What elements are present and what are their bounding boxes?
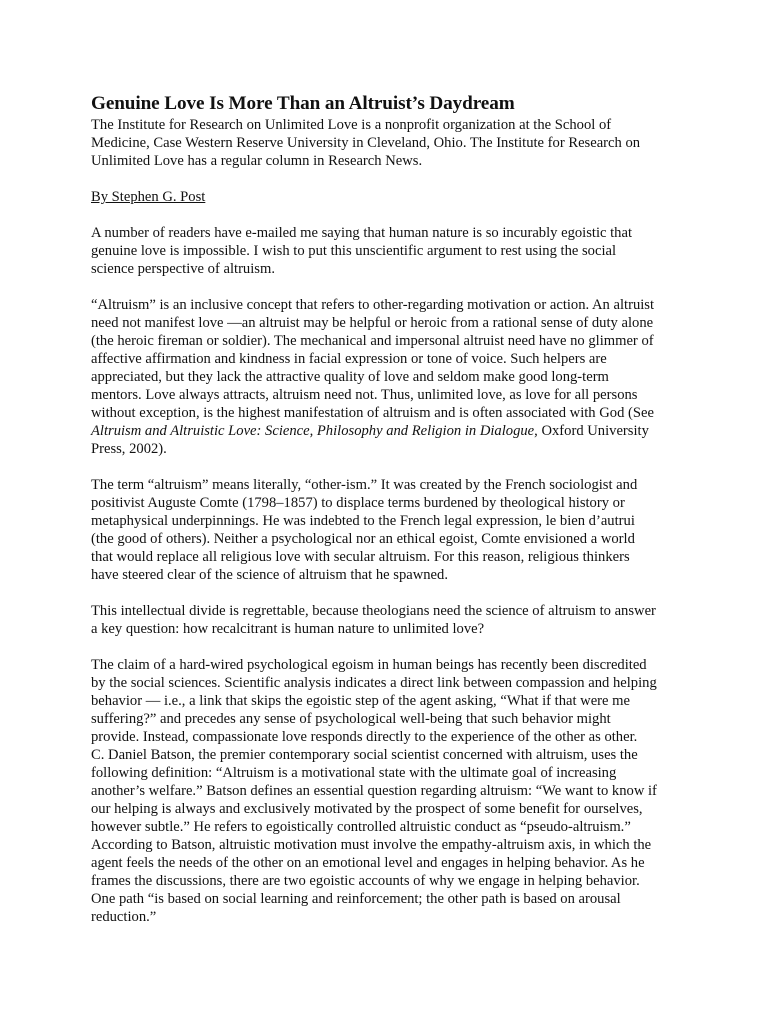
text-line: science perspective of altruism. <box>91 261 275 277</box>
article-title: Genuine Love Is More Than an Altruist’s Daydream <box>91 93 515 114</box>
text-line: suffering?” and precedes any sense of psychological well-being that such behavior might <box>91 711 611 727</box>
intro-line: Medicine, Case Western Reserve University in Cleveland, Ohio. The Institute for Research on <box>91 135 641 151</box>
text-line-with-book-title <box>91 422 681 440</box>
text-line: provide. Instead, compassionate love responds directly to the experience of the other as other. <box>91 729 638 745</box>
document-page <box>91 92 681 944</box>
intro-line: The Institute for Research on Unlimited Love is a nonprofit organization at the School of <box>91 117 612 133</box>
text-line: genuine love is impossible. I wish to put this unscientific argument to rest using the social <box>91 243 617 259</box>
intro-paragraph <box>91 116 681 170</box>
text-line: affective affirmation and kindness in facial expression or tone of voice. Such helpers are <box>91 351 607 367</box>
book-title: Altruism and Altruistic Love: Science, Philosophy and Religion in Dialogue <box>91 423 535 439</box>
text-line: a key question: how recalcitrant is human nature to unlimited love? <box>91 621 485 637</box>
text-line: our helping is always and exclusively motivated by the prospect of some benefit for ourselves, <box>91 801 643 817</box>
text-line: A number of readers have e-mailed me saying that human nature is so incurably egoistic that <box>91 225 633 241</box>
text-line: without exception, is the highest manifestation of altruism and is often associated with God (See <box>91 405 654 421</box>
text-line: behavior — i.e., a link that skips the egoistic step of the agent asking, “What if that were me <box>91 693 630 709</box>
text-line: (the heroic fireman or soldier). The mechanical and impersonal altruist need have no glimmer of <box>91 333 654 349</box>
paragraph-3 <box>91 476 681 584</box>
text-line: however subtle.” He refers to egoistically controlled altruistic conduct as “pseudo-altruism.” <box>91 819 631 835</box>
text-line: have steered clear of the science of altruism that he spawned. <box>91 567 448 583</box>
text-line: metaphysical underpinnings. He was indebted to the French legal expression, le bien d’autrui <box>91 513 635 529</box>
text-line: According to Batson, altruistic motivation must involve the empathy-altruism axis, in which the <box>91 837 652 853</box>
publisher-text: , Oxford University <box>534 423 649 439</box>
text-line: mentors. Love always attracts, altruism need not. Thus, unlimited love, as love for all persons <box>91 387 638 403</box>
intro-line: Unlimited Love has a regular column in Research News. <box>91 153 423 169</box>
text-line: The claim of a hard-wired psychological egoism in human beings has recently been discredited <box>91 657 647 673</box>
text-line: another’s welfare.” Batson defines an essential question regarding altruism: “We want to know if <box>91 783 657 799</box>
text-line: following definition: “Altruism is a motivational state with the ultimate goal of increasing <box>91 765 617 781</box>
paragraph-4 <box>91 602 681 638</box>
author-byline: By Stephen G. Post <box>91 189 206 205</box>
text-line: by the social sciences. Scientific analysis indicates a direct link between compassion and helping <box>91 675 657 691</box>
text-line: reduction.” <box>91 909 157 925</box>
text-line: that would replace all religious love with secular altruism. For this reason, religious thinkers <box>91 549 630 565</box>
text-line: need not manifest love —an altruist may be helpful or heroic from a rational sense of duty alone <box>91 315 654 331</box>
text-line: appreciated, but they lack the attractive quality of love and seldom make good long-term <box>91 369 609 385</box>
text-line: C. Daniel Batson, the premier contemporary social scientist concerned with altruism, uses the <box>91 747 638 763</box>
text-line: Press, 2002). <box>91 441 167 457</box>
text-line: One path “is based on social learning and reinforcement; the other path is based on arousal <box>91 891 621 907</box>
text-line: “Altruism” is an inclusive concept that refers to other-regarding motivation or action. An altruist <box>91 297 655 313</box>
text-line: agent feels the needs of the other on an emotional level and engages in helping behavior. As he <box>91 855 645 871</box>
text-line: (the good of others). Neither a psychological nor an ethical egoist, Comte envisioned a world <box>91 531 635 547</box>
paragraph-1 <box>91 224 681 278</box>
text-line: This intellectual divide is regrettable, because theologians need the science of altruism to answer <box>91 603 656 619</box>
paragraph-2 <box>91 296 681 458</box>
text-line: frames the discussions, there are two egoistic accounts of why we engage in helping behavior. <box>91 873 640 889</box>
text-line: positivist Auguste Comte (1798–1857) to displace terms burdened by theological history or <box>91 495 625 511</box>
paragraph-5 <box>91 656 681 926</box>
text-line: The term “altruism” means literally, “other-ism.” It was created by the French sociologist and <box>91 477 638 493</box>
